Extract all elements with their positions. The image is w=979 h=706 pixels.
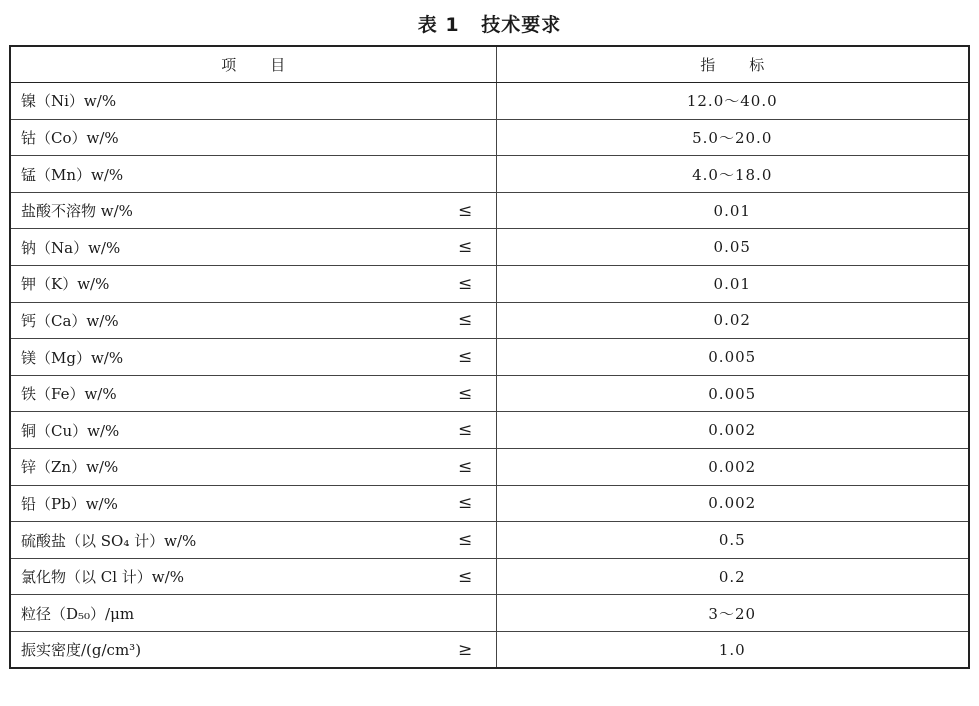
item-cell bbox=[10, 375, 496, 412]
value-cell: 12.0～40.0 bbox=[496, 83, 969, 120]
table-row bbox=[10, 83, 969, 120]
item-label: 锌（Zn）w/% bbox=[21, 458, 119, 477]
value-cell: 0.005 bbox=[496, 375, 969, 412]
value-cell: 0.01 bbox=[496, 192, 969, 229]
table-row bbox=[10, 522, 969, 559]
value-cell: 0.002 bbox=[496, 485, 969, 522]
item-cell bbox=[10, 302, 496, 339]
item-cell bbox=[10, 119, 496, 156]
table-row bbox=[10, 192, 969, 229]
relation-symbol: ≤ bbox=[458, 273, 473, 294]
table-row bbox=[10, 449, 969, 486]
item-cell bbox=[10, 412, 496, 449]
item-cell bbox=[10, 229, 496, 266]
relation-symbol: ≤ bbox=[458, 456, 473, 477]
relation-symbol: ≤ bbox=[458, 200, 473, 221]
relation-symbol: ≤ bbox=[458, 347, 473, 368]
table-row bbox=[10, 156, 969, 193]
relation-symbol: ≤ bbox=[458, 566, 473, 587]
value-cell: 5.0～20.0 bbox=[496, 119, 969, 156]
header-row bbox=[10, 46, 969, 83]
relation-symbol: ≤ bbox=[458, 530, 473, 551]
item-label: 钙（Ca）w/% bbox=[21, 311, 119, 330]
relation-symbol: ≤ bbox=[458, 237, 473, 258]
header-item: 项目 bbox=[10, 46, 496, 83]
table-row bbox=[10, 558, 969, 595]
table-row bbox=[10, 632, 969, 669]
item-label: 铁（Fe）w/% bbox=[21, 385, 117, 404]
item-label: 镁（Mg）w/% bbox=[21, 348, 124, 367]
table-row bbox=[10, 302, 969, 339]
table-row bbox=[10, 229, 969, 266]
table-row bbox=[10, 119, 969, 156]
item-cell bbox=[10, 339, 496, 376]
value-cell: 0.05 bbox=[496, 229, 969, 266]
value-cell: 0.002 bbox=[496, 449, 969, 486]
value-cell: 0.5 bbox=[496, 522, 969, 559]
item-label: 粒径（D₅₀）/μm bbox=[21, 604, 135, 623]
item-label: 铅（Pb）w/% bbox=[21, 494, 118, 513]
item-cell bbox=[10, 449, 496, 486]
value-cell: 0.2 bbox=[496, 558, 969, 595]
technical-requirements-table bbox=[9, 45, 970, 669]
item-label: 硫酸盐（以 SO₄ 计）w/% bbox=[21, 531, 197, 550]
table-row bbox=[10, 339, 969, 376]
relation-symbol: ≥ bbox=[458, 639, 473, 660]
item-cell bbox=[10, 522, 496, 559]
value-cell: 0.005 bbox=[496, 339, 969, 376]
item-label: 氯化物（以 Cl 计）w/% bbox=[21, 568, 184, 587]
item-cell bbox=[10, 192, 496, 229]
item-cell bbox=[10, 485, 496, 522]
value-cell: 0.02 bbox=[496, 302, 969, 339]
item-cell bbox=[10, 156, 496, 193]
item-label: 镍（Ni）w/% bbox=[21, 92, 117, 111]
table-body bbox=[10, 83, 969, 669]
value-cell: 0.002 bbox=[496, 412, 969, 449]
value-cell: 1.0 bbox=[496, 632, 969, 669]
item-label: 钾（K）w/% bbox=[21, 275, 110, 294]
item-label: 盐酸不溶物 w/% bbox=[21, 202, 133, 221]
value-cell: 0.01 bbox=[496, 266, 969, 303]
item-cell bbox=[10, 266, 496, 303]
table-title: 技术要求 bbox=[481, 14, 562, 36]
item-label: 振实密度/(g/cm³) bbox=[21, 641, 142, 660]
relation-symbol: ≤ bbox=[458, 493, 473, 514]
item-cell bbox=[10, 83, 496, 120]
relation-symbol: ≤ bbox=[458, 383, 473, 404]
item-label: 钠（Na）w/% bbox=[21, 238, 121, 257]
value-cell: 3～20 bbox=[496, 595, 969, 632]
relation-symbol: ≤ bbox=[458, 310, 473, 331]
item-label: 铜（Cu）w/% bbox=[21, 421, 120, 440]
table-row bbox=[10, 412, 969, 449]
item-cell bbox=[10, 632, 496, 669]
relation-symbol: ≤ bbox=[458, 420, 473, 441]
item-cell bbox=[10, 558, 496, 595]
table-caption bbox=[0, 10, 979, 37]
item-cell bbox=[10, 595, 496, 632]
table-number: 表 1 bbox=[417, 14, 460, 36]
table-row bbox=[10, 266, 969, 303]
value-cell: 4.0～18.0 bbox=[496, 156, 969, 193]
table-row bbox=[10, 485, 969, 522]
header-value: 指标 bbox=[496, 46, 969, 83]
item-label: 钴（Co）w/% bbox=[21, 128, 119, 147]
item-label: 锰（Mn）w/% bbox=[21, 165, 124, 184]
table-row bbox=[10, 595, 969, 632]
table-row bbox=[10, 375, 969, 412]
